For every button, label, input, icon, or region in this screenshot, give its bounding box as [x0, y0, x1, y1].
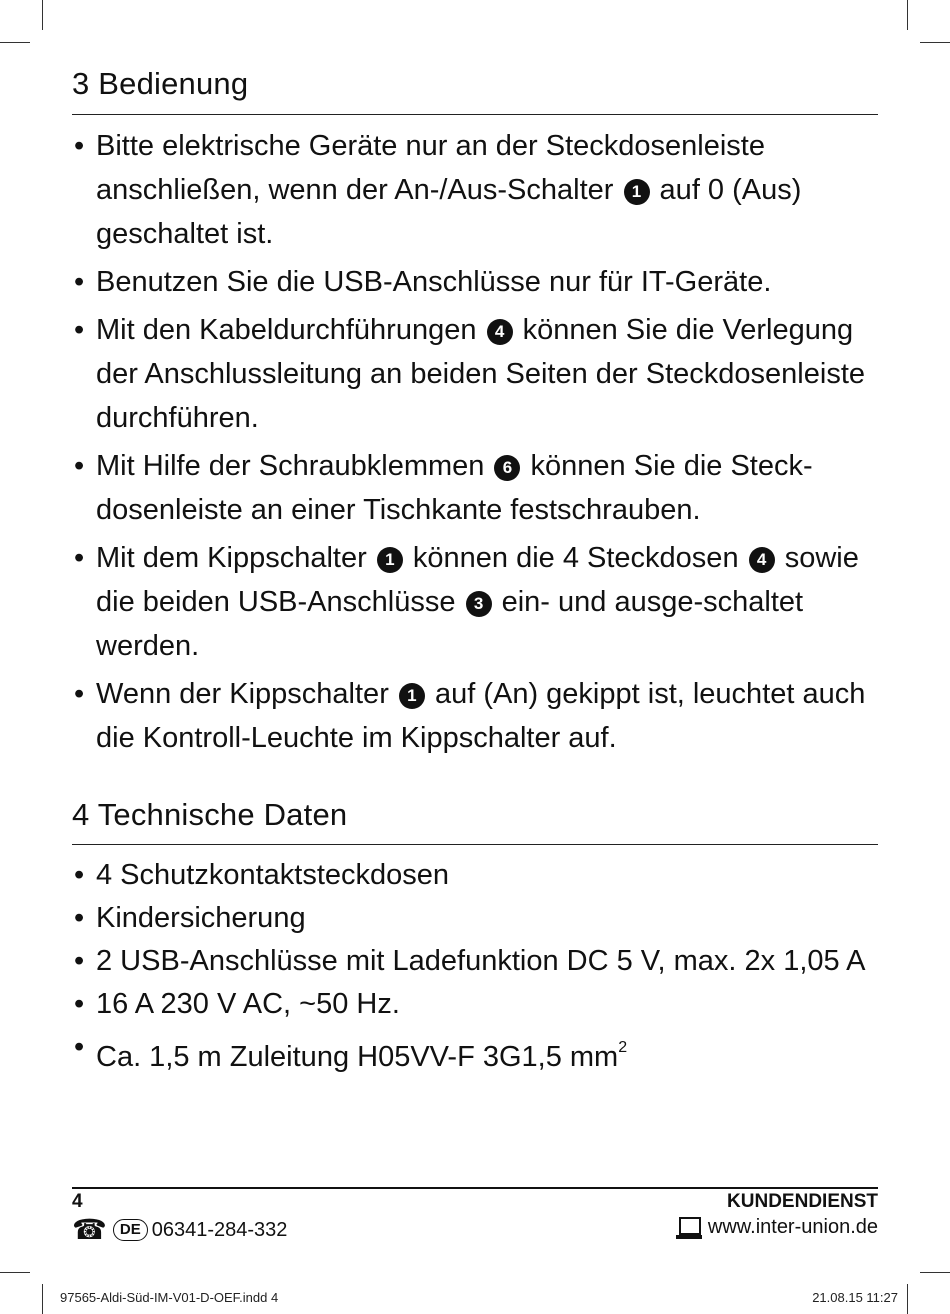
bullet-item [72, 983, 878, 1026]
service-label: KUNDENDIENST [727, 1191, 878, 1212]
bullet-text: Bitte elektrische Geräte nur an der Steckdosenleiste anschließen, wenn der An-/Aus-Schalter [96, 130, 765, 206]
bullet-text: Wenn der Kippschalter [96, 678, 397, 710]
reference-number-badge: 1 [399, 683, 425, 709]
phone-number: 06341-284-332 [151, 1218, 288, 1241]
crop-mark [907, 0, 908, 30]
crop-mark [920, 1272, 950, 1273]
reference-number-badge: 6 [494, 455, 520, 481]
crop-mark [42, 0, 43, 30]
bullet-item [72, 897, 878, 940]
bullet-item [72, 124, 878, 256]
print-slug-file: 97565-Aldi-Süd-IM-V01-D-OEF.indd 4 [60, 1290, 279, 1305]
bullet-item [72, 854, 878, 897]
crop-mark [42, 1284, 43, 1314]
crop-mark [907, 1284, 908, 1314]
bullet-item [72, 308, 878, 440]
section-title-bedienung: 3 Bedienung [72, 66, 249, 101]
bullet-item [72, 260, 878, 304]
bullet-text: Mit den Kabeldurchführungen [96, 314, 485, 346]
bullet-text: können Sie die Verlegung der Anschlussleitung an beiden Seiten der Steckdosenleiste durchführen. [96, 314, 866, 434]
reference-number-badge: 1 [377, 547, 403, 573]
crop-mark [920, 42, 950, 43]
laptop-icon [676, 1217, 702, 1239]
bullet-text: auf (An) gekippt ist, leuchtet auch die Kontroll-Leuchte im Kippschalter auf. [96, 678, 866, 754]
telephone-icon: ☎ [72, 1214, 107, 1245]
bullet-dot: • [74, 902, 85, 934]
section-divider [72, 844, 878, 845]
bullet-dot: • [74, 266, 85, 298]
bullet-dot: • [74, 859, 85, 891]
bullet-item [72, 940, 878, 983]
bullet-dot: • [74, 130, 85, 162]
bullet-item [72, 672, 878, 760]
bullet-list-technische-daten [72, 854, 878, 1079]
bullet-text: ein- und ausge-schaltet werden. [96, 586, 804, 662]
country-badge: DE [113, 1219, 148, 1241]
bullet-dot: • [74, 945, 85, 977]
bullet-text: können die 4 Steckdosen [404, 542, 747, 574]
phone-contact [72, 1216, 287, 1244]
page-number: 4 [72, 1191, 83, 1212]
bullet-text: auf 0 (Aus) geschaltet ist. [96, 174, 802, 250]
section-title-technische-daten: 4 Technische Daten [72, 797, 348, 832]
reference-number-badge: 3 [466, 591, 492, 617]
bullet-dot: • [74, 1031, 85, 1063]
bullet-list-bedienung [72, 124, 878, 764]
bullet-text: Kindersicherung [96, 902, 306, 934]
reference-number-badge: 4 [487, 319, 513, 345]
reference-number-badge: 1 [624, 179, 650, 205]
bullet-item [72, 536, 878, 668]
bullet-text: können Sie die Steck-dosenleiste an einer Tischkante festschrauben. [96, 450, 813, 526]
bullet-dot: • [74, 450, 85, 482]
bullet-dot: • [74, 678, 85, 710]
bullet-text: Mit dem Kippschalter [96, 542, 375, 574]
bullet-item [72, 444, 878, 532]
bullet-dot: • [74, 314, 85, 346]
crop-mark [0, 1272, 30, 1273]
section-divider [72, 114, 878, 115]
print-slug-timestamp: 21.08.15 11:27 [812, 1290, 898, 1305]
bullet-text: 4 Schutzkontaktsteckdosen [96, 859, 450, 891]
bullet-text: sowie die beiden USB-Anschlüsse [96, 542, 859, 618]
reference-number-badge: 4 [749, 547, 775, 573]
bullet-dot: • [74, 988, 85, 1020]
bullet-dot: • [74, 542, 85, 574]
footer-divider [72, 1187, 878, 1189]
website-link[interactable]: www.inter-union.de [707, 1216, 878, 1238]
bullet-text: 2 USB-Anschlüsse mit Ladefunktion DC 5 V, max. 2x 1,05 A [96, 945, 866, 977]
bullet-text: Mit Hilfe der Schraubklemmen [96, 450, 493, 482]
bullet-item [72, 1026, 878, 1079]
superscript: 2 [618, 1039, 628, 1056]
website-contact [676, 1216, 878, 1239]
bullet-text: Benutzen Sie die USB-Anschlüsse nur für IT-Geräte. [96, 266, 772, 298]
bullet-text: Ca. 1,5 m Zuleitung H05VV-F 3G1,5 mm [96, 1041, 619, 1073]
bullet-text: 16 A 230 V AC, ~50 Hz. [96, 988, 400, 1020]
crop-mark [0, 42, 30, 43]
